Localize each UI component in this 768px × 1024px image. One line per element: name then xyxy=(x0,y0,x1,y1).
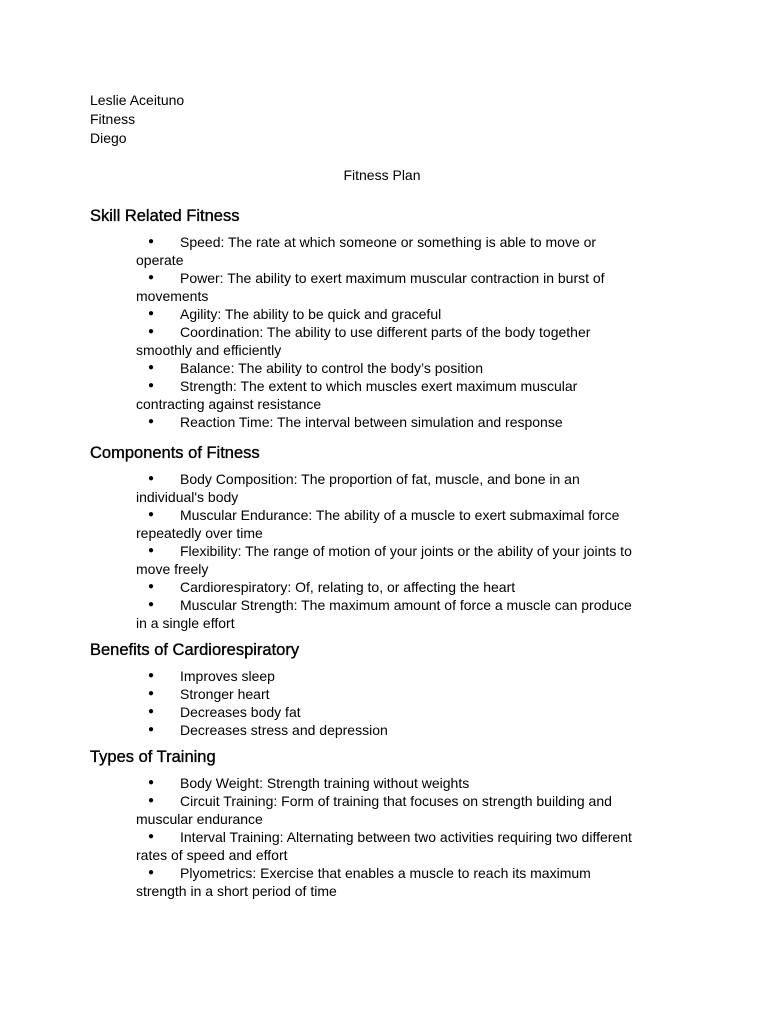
list-item xyxy=(90,703,690,721)
list-item xyxy=(90,667,690,685)
list-item xyxy=(90,864,690,900)
list-item-text: Power: The ability to exert maximum muscular contraction in burst of xyxy=(180,270,605,286)
list-item xyxy=(90,542,690,578)
list-item-text: Reaction Time: The interval between simulation and response xyxy=(180,414,563,430)
section-1 xyxy=(90,205,690,431)
list-item-text: Muscular Strength: The maximum amount of force a muscle can produce xyxy=(180,597,632,613)
bullet-icon: ● xyxy=(148,236,155,247)
list-item xyxy=(90,685,690,703)
list-item xyxy=(90,323,690,359)
list-item-text: Strength: The extent to which muscles exert maximum muscular xyxy=(180,378,578,394)
list-item-continuation: in a single effort xyxy=(136,615,235,631)
bullet-icon: ● xyxy=(148,599,155,610)
list-item-continuation: individual's body xyxy=(136,489,239,505)
list-item-continuation: smoothly and efficiently xyxy=(136,342,282,358)
list-item-text: Flexibility: The range of motion of your joints or the ability of your joints to xyxy=(180,543,632,559)
section-4 xyxy=(90,746,690,900)
list-item-text: Speed: The rate at which someone or something is able to move or xyxy=(180,234,597,250)
bullet-icon: ● xyxy=(148,272,155,283)
list-item-continuation: repeatedly over time xyxy=(136,525,263,541)
list-item xyxy=(90,470,690,506)
list-item-text: Decreases stress and depression xyxy=(180,722,388,738)
subject-line: Fitness xyxy=(90,111,136,127)
list-item-text: Balance: The ability to control the body’s position xyxy=(180,360,484,376)
list-item xyxy=(90,377,690,413)
bullet-icon: ● xyxy=(148,867,155,878)
list-item xyxy=(90,269,690,305)
section-3 xyxy=(90,639,690,739)
list-item-continuation: contracting against resistance xyxy=(136,396,322,412)
list-item-text: Coordination: The ability to use different parts of the body together xyxy=(180,324,591,340)
list-item xyxy=(90,359,690,377)
list-item-text: Improves sleep xyxy=(180,668,275,684)
bullet-icon: ● xyxy=(148,545,155,556)
list-item xyxy=(90,413,690,431)
page-title: Fitness Plan xyxy=(343,167,421,183)
bullet-icon: ● xyxy=(148,831,155,842)
bullet-icon: ● xyxy=(148,416,155,427)
list-item xyxy=(90,506,690,542)
bullet-icon: ● xyxy=(148,795,155,806)
list-item-text: Plyometrics: Exercise that enables a muscle to reach its maximum xyxy=(180,865,591,881)
bullet-list xyxy=(90,470,690,632)
list-item xyxy=(90,792,690,828)
list-item xyxy=(90,305,690,323)
list-item-text: Cardiorespiratory: Of, relating to, or affecting the heart xyxy=(180,579,516,595)
list-item-text: Muscular Endurance: The ability of a muscle to exert submaximal force xyxy=(180,507,620,523)
bullet-icon: ● xyxy=(148,581,155,592)
list-item xyxy=(90,596,690,632)
list-item-text: Interval Training: Alternating between two activities requiring two different xyxy=(180,829,632,845)
list-item-continuation: muscular endurance xyxy=(136,811,263,827)
list-item-continuation: movements xyxy=(136,288,209,304)
list-item-text: Circuit Training: Form of training that focuses on strength building and xyxy=(180,793,612,809)
section-heading: Skill Related Fitness xyxy=(90,207,240,225)
list-item-continuation: rates of speed and effort xyxy=(136,847,288,863)
list-item-continuation: move freely xyxy=(136,561,209,577)
bullet-icon: ● xyxy=(148,706,155,717)
bullet-icon: ● xyxy=(148,362,155,373)
section-heading: Components of Fitness xyxy=(90,444,260,462)
bullet-list xyxy=(90,774,690,900)
bullet-icon: ● xyxy=(148,326,155,337)
list-item-text: Body Weight: Strength training without weights xyxy=(180,775,470,791)
bullet-icon: ● xyxy=(148,308,155,319)
section-heading: Types of Training xyxy=(90,748,216,766)
list-item xyxy=(90,774,690,792)
bullet-icon: ● xyxy=(148,670,155,681)
list-item-continuation: strength in a short period of time xyxy=(136,883,337,899)
list-item xyxy=(90,721,690,739)
bullet-icon: ● xyxy=(148,724,155,735)
bullet-list xyxy=(90,667,690,739)
bullet-icon: ● xyxy=(148,380,155,391)
list-item-text: Decreases body fat xyxy=(180,704,301,720)
section-heading: Benefits of Cardiorespiratory xyxy=(90,641,300,659)
list-item-text: Agility: The ability to be quick and graceful xyxy=(180,306,442,322)
section-2 xyxy=(90,442,690,632)
bullet-icon: ● xyxy=(148,509,155,520)
bullet-list xyxy=(90,233,690,431)
list-item-text: Body Composition: The proportion of fat, muscle, and bone in an xyxy=(180,471,580,487)
document-header xyxy=(90,91,184,148)
bullet-icon: ● xyxy=(148,777,155,788)
author-name: Leslie Aceituno xyxy=(90,92,185,108)
list-item xyxy=(90,578,690,596)
bullet-icon: ● xyxy=(148,688,155,699)
list-item-text: Stronger heart xyxy=(180,686,270,702)
teacher-line: Diego xyxy=(90,130,127,146)
list-item xyxy=(90,233,690,269)
list-item-continuation: operate xyxy=(136,252,184,268)
bullet-icon: ● xyxy=(148,473,155,484)
list-item xyxy=(90,828,690,864)
